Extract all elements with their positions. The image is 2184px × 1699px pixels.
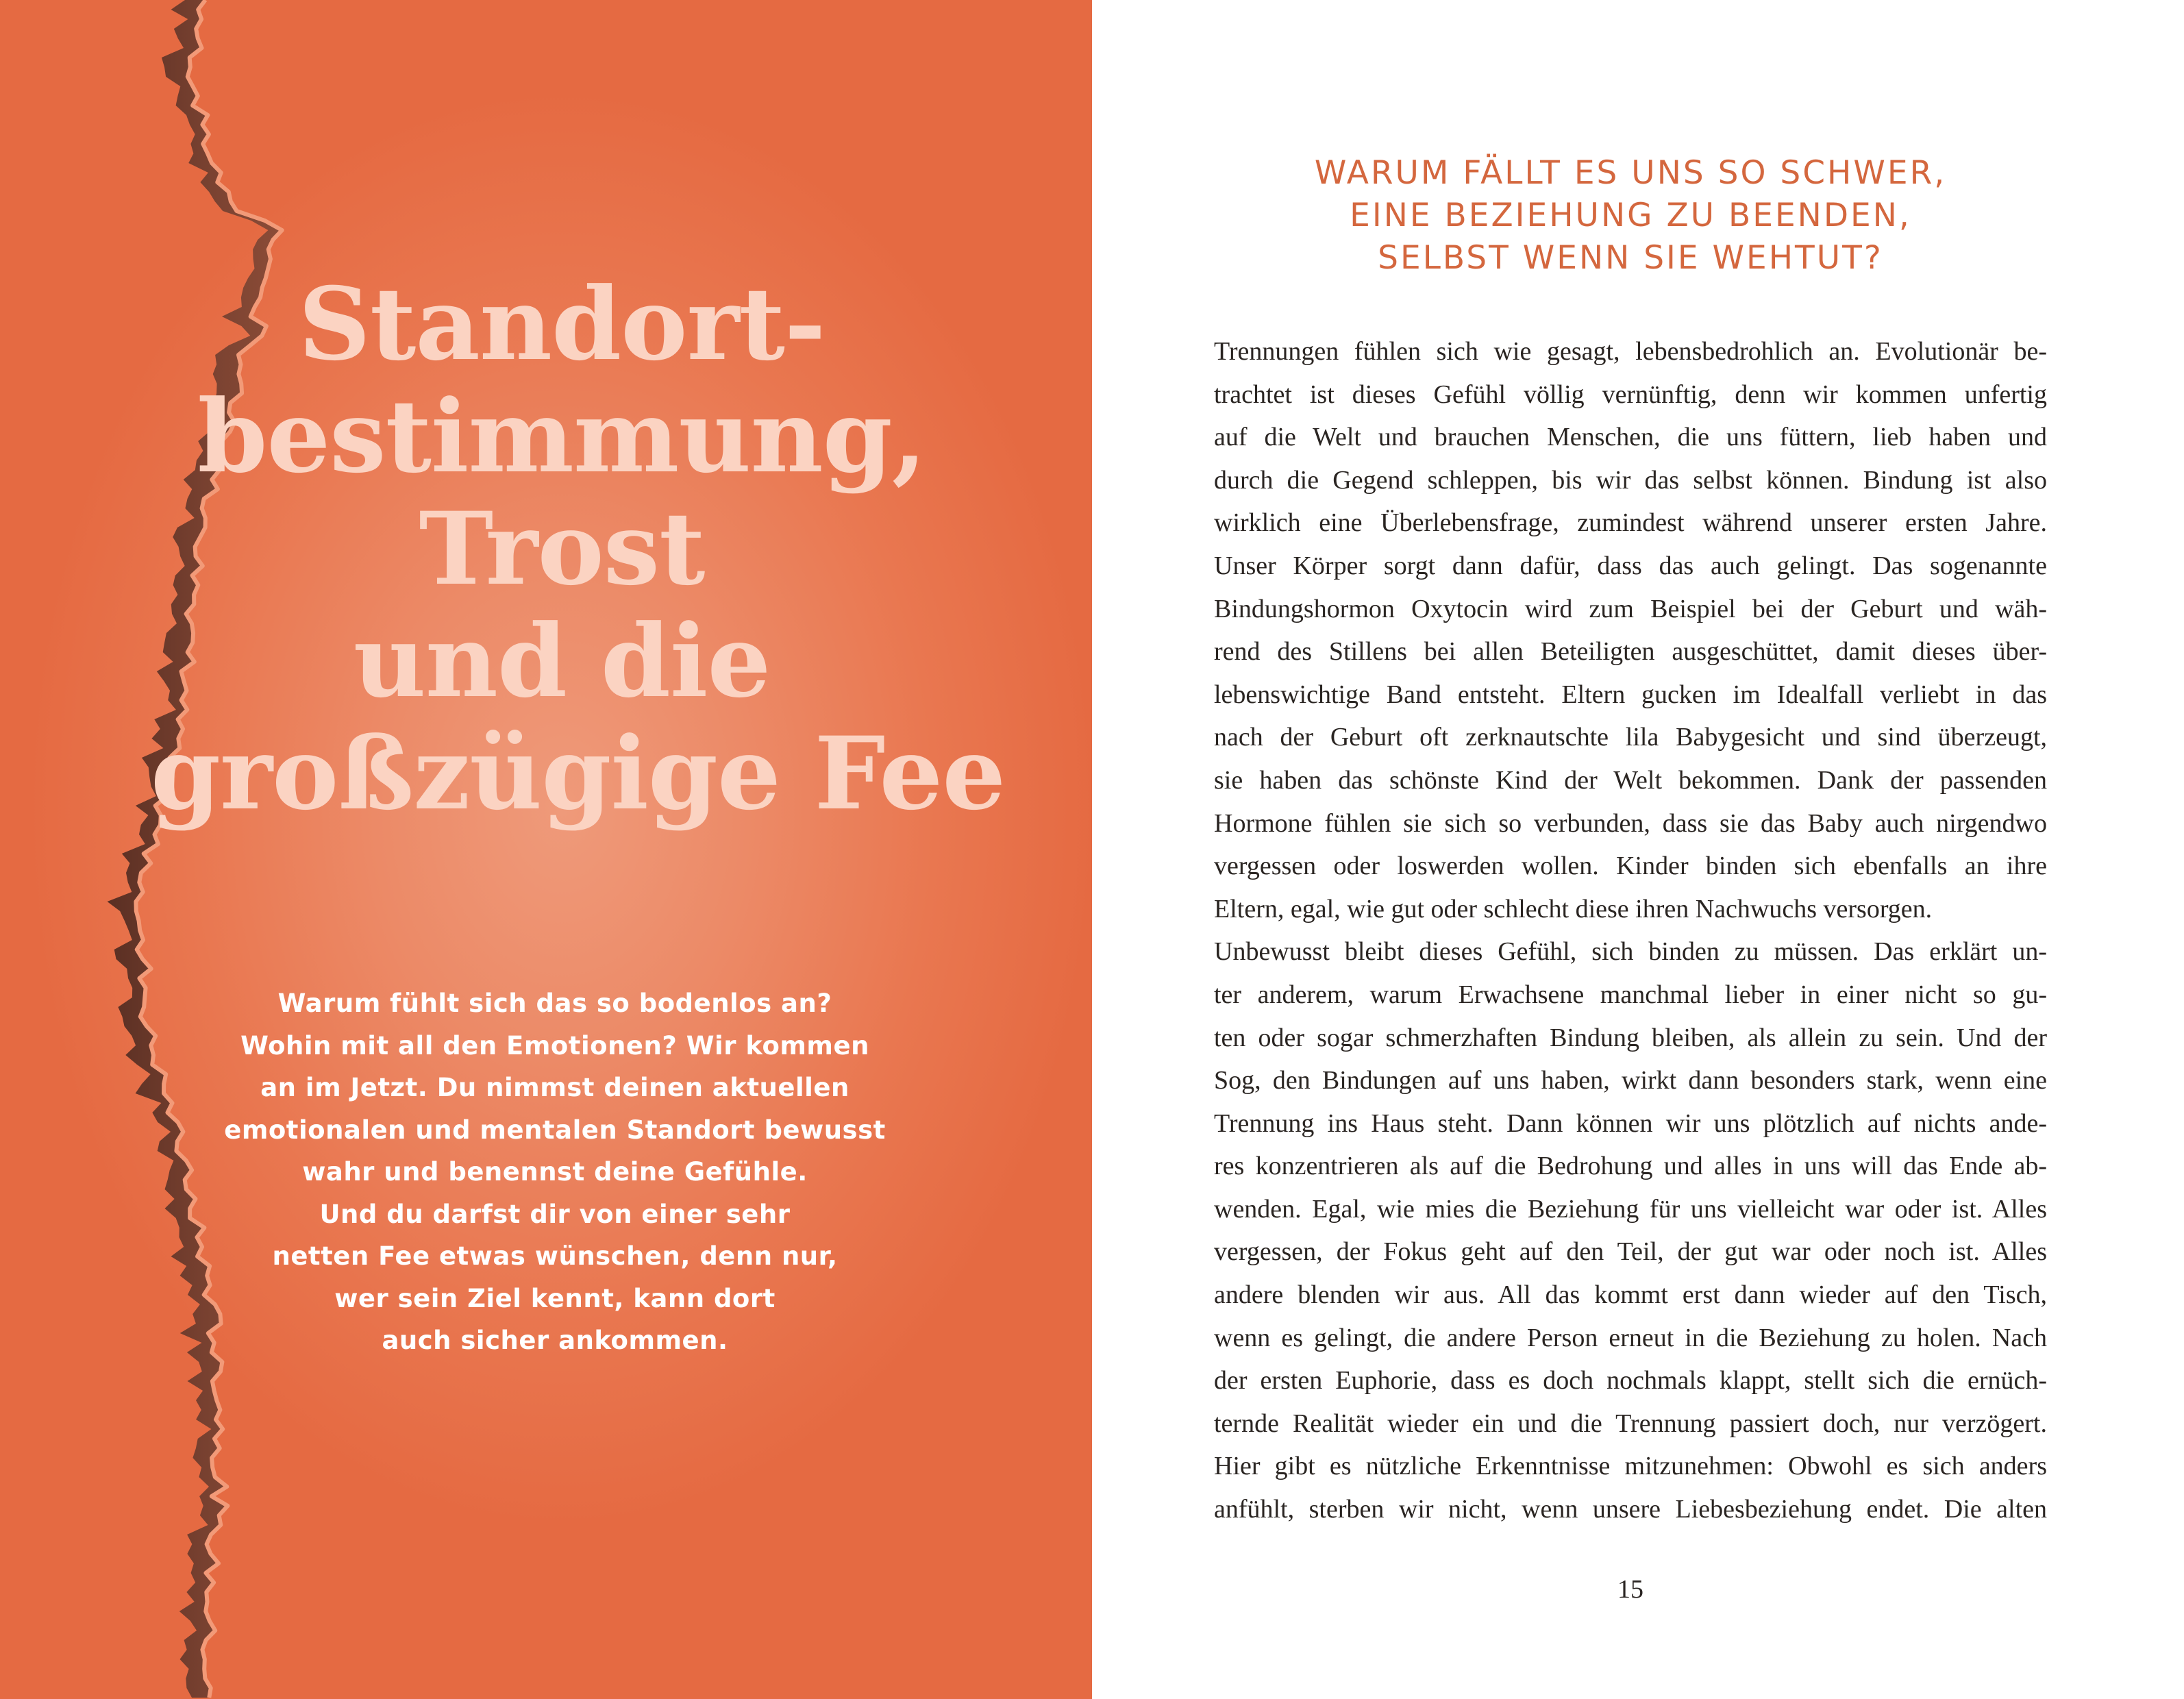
- body-line: vergessen, der Fokus geht auf den Teil, der gut war oder noch ist. Alles: [1214, 1237, 2047, 1267]
- intro-line: an im Jetzt. Du nimmst deinen aktuellen: [260, 1073, 849, 1102]
- body-line: Bindungshormon Oxytocin wird zum Beispiel bei der Geburt und wäh-: [1214, 594, 2047, 623]
- body-line: durch die Gegend schleppen, bis wir das selbst können. Bindung ist also: [1214, 465, 2047, 495]
- body-line: Hier gibt es nützliche Erkenntnisse mitzunehmen: Obwohl es sich anders: [1214, 1452, 2047, 1481]
- body-line: ternde Realität wieder ein und die Trennung passiert doch, nur verzögert.: [1214, 1409, 2047, 1438]
- body-line: Trennungen fühlen sich wie gesagt, lebensbedrohlich an. Evolutionär be-: [1214, 337, 2047, 366]
- chapter-title-line: und die: [353, 603, 771, 720]
- chapter-title-line: großzügige Fee: [151, 715, 1006, 832]
- body-line: Unser Körper sorgt dann dafür, dass das auch gelingt. Das sogenannte: [1214, 551, 2047, 580]
- intro-line: Wohin mit all den Emotionen? Wir kommen: [240, 1030, 869, 1061]
- intro-line: wahr und benennst deine Gefühle.: [302, 1157, 808, 1187]
- body-line: Sog, den Bindungen auf uns haben, wirkt dann besonders stark, wenn eine: [1214, 1066, 2047, 1095]
- body-line: andere blenden wir aus. All das kommt erst dann wieder auf den Tisch,: [1214, 1280, 2047, 1310]
- body-line: res konzentrieren als auf die Bedrohung und alles in uns will das Ende ab-: [1214, 1152, 2047, 1181]
- body-line: anfühlt, sterben wir nicht, wenn unsere Liebesbeziehung endet. Die alten: [1214, 1495, 2047, 1524]
- chapter-title-line: Trost: [419, 491, 705, 608]
- body-line: lebenswichtige Band entsteht. Eltern gucken im Idealfall verliebt in das: [1214, 680, 2047, 709]
- section-heading: [1192, 152, 2069, 280]
- body-line: ten oder sogar schmerzhaften Bindung bleiben, als allein zu sein. Und der: [1214, 1023, 2047, 1052]
- body-text: [1214, 330, 2047, 1531]
- intro-line: netten Fee etwas wünschen, denn nur,: [272, 1241, 838, 1271]
- intro-line: emotionalen und mentalen Standort bewusst: [224, 1115, 886, 1145]
- body-line: Trennung ins Haus steht. Dann können wir uns plötzlich auf nichts ande-: [1214, 1108, 2047, 1138]
- torn-paper-edge-illustration: [0, 0, 288, 1699]
- body-line: Hormone fühlen sie sich so verbunden, dass sie das Baby auch nirgendwo: [1214, 808, 2047, 838]
- body-line: nach der Geburt oft zerknautschte lila Babygesicht und sind überzeugt,: [1214, 723, 2047, 752]
- intro-line: Und du darfst dir von einer sehr: [319, 1199, 791, 1229]
- body-line: der ersten Euphorie, dass es doch nochmals klappt, stellt sich die ernüch-: [1214, 1366, 2047, 1396]
- body-line: Unbewusst bleibt dieses Gefühl, sich binden zu müssen. Das erklärt un-: [1214, 937, 2047, 967]
- page-number: 15: [1617, 1575, 1643, 1604]
- body-line: rend des Stillens bei allen Beteiligten ausgeschüttet, damit dieses über-: [1214, 637, 2047, 667]
- body-line: auf die Welt und brauchen Menschen, die uns füttern, lieb haben und: [1214, 423, 2047, 452]
- section-heading-line: WARUM FÄLLT ES UNS SO SCHWER,: [1314, 154, 1947, 192]
- body-line: vergessen oder loswerden wollen. Kinder binden sich ebenfalls an ihre: [1214, 852, 2047, 881]
- chapter-intro: [171, 982, 939, 1362]
- body-line: wenden. Egal, wie mies die Beziehung für uns vielleicht war oder ist. Alles: [1214, 1194, 2047, 1224]
- intro-line: auch sicher ankommen.: [382, 1326, 728, 1355]
- section-heading-line: EINE BEZIEHUNG ZU BEENDEN,: [1350, 197, 1911, 234]
- body-line: ter anderem, warum Erwachsene manchmal lieber in einer nicht so gu-: [1214, 980, 2047, 1009]
- intro-line: wer sein Ziel kennt, kann dort: [334, 1283, 775, 1313]
- chapter-title-line: bestimmung,: [197, 378, 926, 495]
- body-line: wenn es gelingt, die andere Person erneut in die Beziehung zu holen. Nach: [1214, 1323, 2047, 1352]
- chapter-title: [151, 266, 1006, 832]
- chapter-title-line: Standort-: [298, 266, 826, 383]
- body-line: wirklich eine Überlebensfrage, zumindest während unserer ersten Jahre.: [1214, 508, 2047, 538]
- body-line: sie haben das schönste Kind der Welt bekommen. Dank der passenden: [1214, 765, 2047, 795]
- body-line: trachtet ist dieses Gefühl völlig vernünftig, denn wir kommen unfertig: [1214, 380, 2047, 409]
- section-heading-line: SELBST WENN SIE WEHTUT?: [1378, 239, 1883, 277]
- intro-line: Warum fühlt sich das so bodenlos an?: [277, 989, 832, 1018]
- body-line: Eltern, egal, wie gut oder schlecht diese ihren Nachwuchs versorgen.: [1214, 894, 1933, 923]
